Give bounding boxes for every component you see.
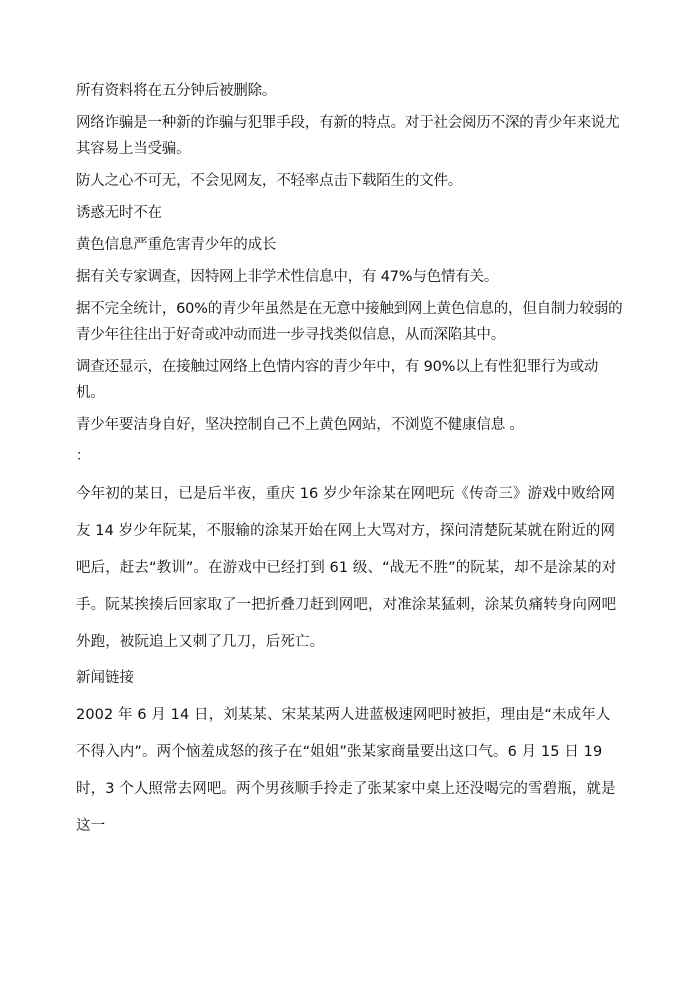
colon-mark: ： bbox=[76, 448, 90, 464]
paragraph-statistics: 据不完全统计，60%的青少年虽然是在无意中接触到网上黄色信息的，但自制力较弱的青少年往往出于好奇或冲动而进一步寻找类似信息，从而深陷其中。 bbox=[76, 301, 623, 343]
paragraph-advice: 青少年要洁身自好，坚决控制自己不上黄色网站，不浏览不健康信息 。 bbox=[76, 417, 524, 433]
paragraph-precaution: 防人之心不可无，不会见网友，不轻率点击下载陌生的文件。 bbox=[76, 173, 463, 189]
paragraph-news: 2002 年 6 月 14 日，刘某某、宋某某两人进蓝极速网吧时被拒，理由是“未成年人不得入内”。两个恼羞成怒的孩子在“姐姐”张某家商量要出这口气。6 月 15 日 19 时，3 个人照常去网吧。两个男孩顺手拎走了张某家中桌上还没喝完的雪碧瓶，就是这一 bbox=[76, 707, 616, 834]
heading-temptation: 诱惑无时不在 bbox=[76, 205, 162, 221]
paragraph-delete-notice: 所有资料将在五分钟后被删除。 bbox=[76, 83, 277, 99]
document-page bbox=[76, 78, 624, 849]
paragraph-online-fraud: 网络诈骗是一种新的诈骗与犯罪手段，有新的特点。对于社会阅历不深的青少年来说尤其容易上当受骗。 bbox=[76, 115, 620, 157]
paragraph-survey-result: 调查还显示，在接触过网络上色情内容的青少年中，有 90%以上有性犯罪行为或动机。 bbox=[76, 359, 599, 401]
paragraph-expert-survey: 据有关专家调查，因特网上非学术性信息中，有 47%与色情有关。 bbox=[76, 269, 499, 285]
heading-pornography-harm: 黄色信息严重危害青少年的成长 bbox=[76, 237, 277, 253]
paragraph-case-story: 今年初的某日，已是后半夜，重庆 16 岁少年涂某在网吧玩《传奇三》游戏中败给网友 14 岁少年阮某，不服输的涂某开始在网上大骂对方，探问清楚阮某就在附近的网吧后，赶去“教训”。在游戏中已经打到 61 级、“战无不胜”的阮某，却不是涂某的对手。阮某挨揍后回家取了一把折叠刀赶到网吧，对准涂某猛刺，涂某负痛转身向网吧外跑，被阮追上又刺了几刀，后死亡。 bbox=[76, 486, 617, 650]
heading-news-link: 新闻链接 bbox=[76, 670, 134, 686]
